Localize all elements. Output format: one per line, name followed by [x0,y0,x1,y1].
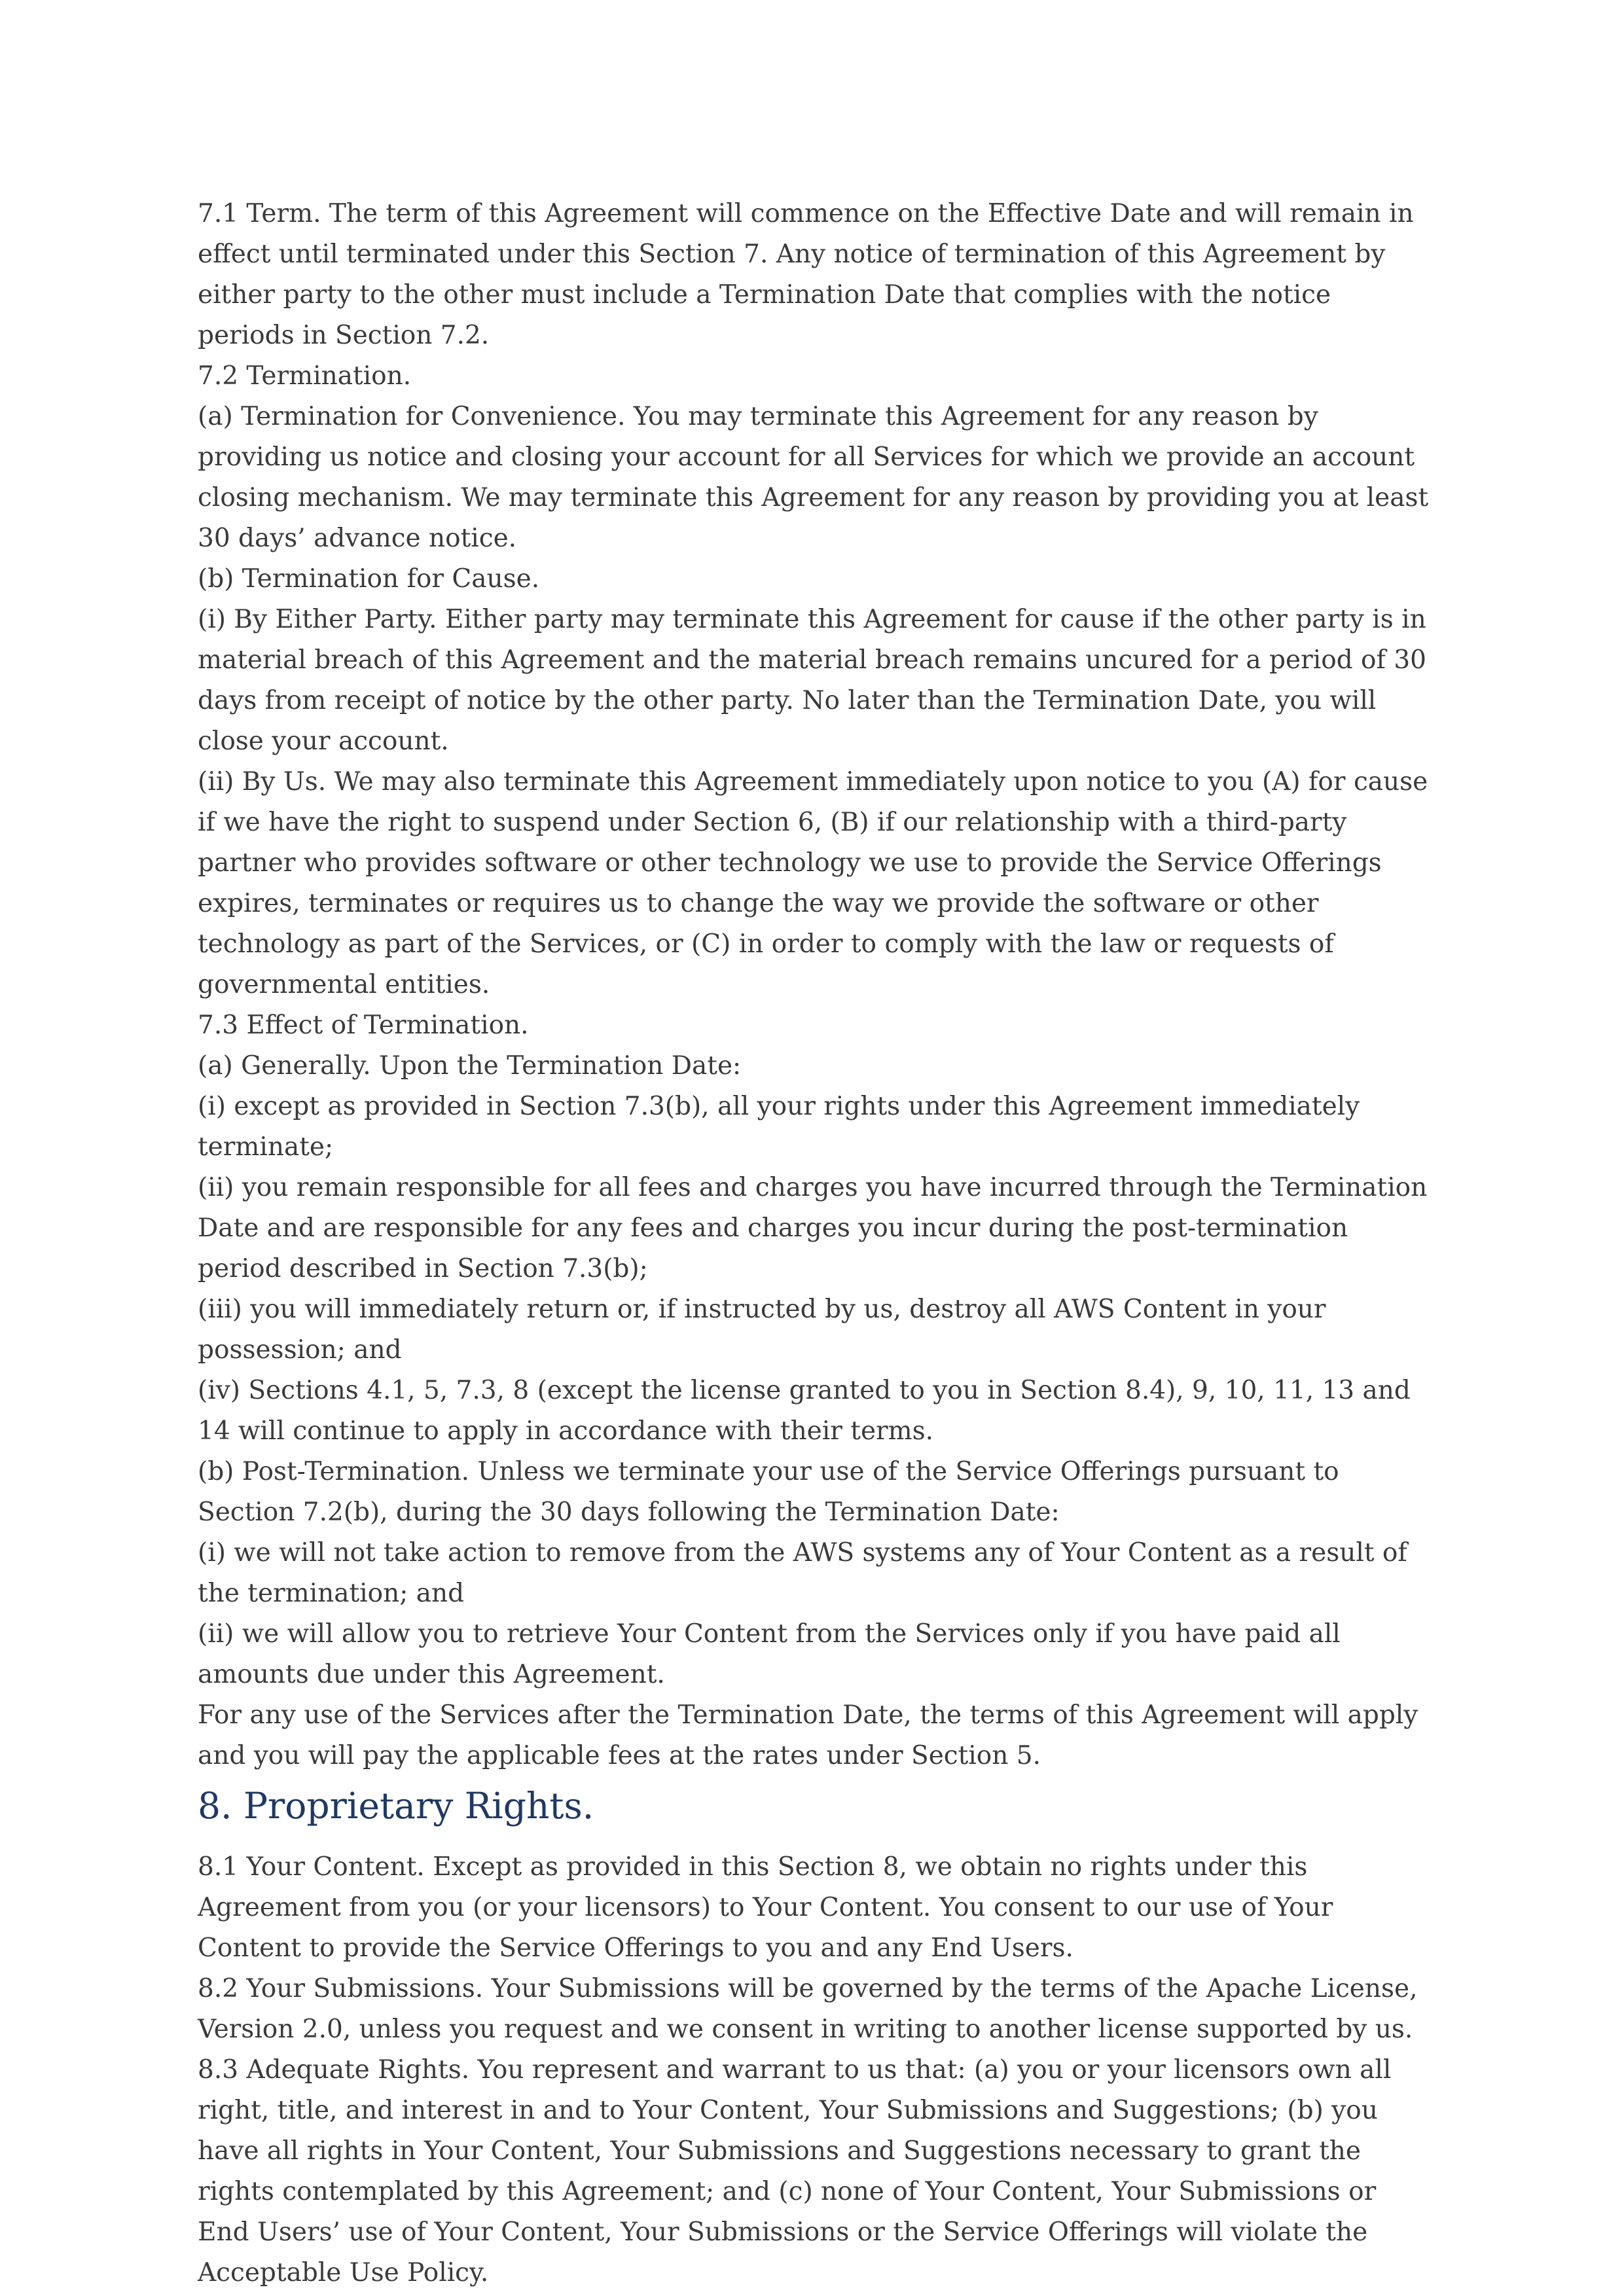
clause-7-2-termination-title: 7.2 Termination. [198,361,412,391]
clause-7-3-b-ii: (ii) we will allow you to retrieve Your Content from the Services only if you have paid all amounts due under this Agreement. [198,1619,1341,1689]
clause-7-1-term: 7.1 Term. The term of this Agreement will commence on the Effective Date and will remain in effect until terminated under this Section 7. Any notice of termination of this Agreement by either party to the other must include a Termination Date that complies with the notice periods in Section 7.2. [198,199,1414,350]
clause-8-1-your-content: 8.1 Your Content. Except as provided in this Section 8, we obtain no rights under this Agreement from you (or your licensors) to Your Content. You consent to our use of Your Content to provide the Service Offerings to you and any End Users. [198,1852,1333,1963]
clause-8-3-adequate-rights: 8.3 Adequate Rights. You represent and warrant to us that: (a) you or your licensors own all right, title, and interest in and to Your Content, Your Submissions and Suggestions; (b) you have all rights in Your Content, Your Submissions and Suggestions necessary to grant the rights contemplated by this Agreement; and (c) none of Your Content, Your Submissions or End Users’ use of Your Content, Your Submissions or the Service Offerings will violate the Acceptable Use Policy. [198,2055,1392,2287]
clause-7-2-b-ii-by-us: (ii) By Us. We may also terminate this Agreement immediately upon notice to you (A) for cause if we have the right to suspend under Section 6, (B) if our relationship with a third-party partner who provides software or other technology we use to provide the Service Offerings expires, terminates or requires us to change the way we provide the software or other technology as part of the Services, or (C) in order to comply with the law or requests of governmental entities. [198,767,1428,999]
section-8-heading: 8. Proprietary Rights. [198,1785,594,1827]
clause-7-2-b-cause-title: (b) Termination for Cause. [198,564,540,594]
clause-7-2-a-convenience: (a) Termination for Convenience. You may terminate this Agreement for any reason by providing us notice and closing your account for all Services for which we provide an account closing mechanism. We may terminate this Agreement for any reason by providing you at least 30 days’ advance notice. [198,402,1429,553]
clause-7-3-a-iv: (iv) Sections 4.1, 5, 7.3, 8 (except the license granted to you in Section 8.4), 9, 10, 11, 13 and 14 will continue to apply in accordance with their terms. [198,1376,1411,1446]
clause-7-3-a-i: (i) except as provided in Section 7.3(b), all your rights under this Agreement immediately terminate; [198,1092,1360,1162]
clause-8-2-your-submissions: 8.2 Your Submissions. Your Submissions will be governed by the terms of the Apache License, Version 2.0, unless you request and we consent in writing to another license supported by us. [198,1974,1418,2044]
clause-7-3-a-ii: (ii) you remain responsible for all fees and charges you have incurred through the Termination Date and are responsible for any fees and charges you incur during the post-termination period described in Section 7.3(b); [198,1173,1428,1283]
clause-7-3-b-i: (i) we will not take action to remove from the AWS systems any of Your Content as a result of the termination; and [198,1538,1407,1608]
clause-7-2-b-i-either-party: (i) By Either Party. Either party may terminate this Agreement for cause if the other party is in material breach of this Agreement and the material breach remains uncured for a period of 30 days from receipt of notice by the other party. No later than the Termination Date, you will close your account. [198,605,1426,756]
clause-7-3-closing: For any use of the Services after the Termination Date, the terms of this Agreement will apply and you will pay the applicable fees at the rates under Section 5. [198,1700,1418,1770]
clause-7-3-effect-title: 7.3 Effect of Termination. [198,1011,529,1040]
clause-7-3-a-generally: (a) Generally. Upon the Termination Date: [198,1051,742,1081]
document-page [198,194,1435,2293]
clause-7-3-b-post-termination: (b) Post-Termination. Unless we terminate your use of the Service Offerings pursuant to Section 7.2(b), during the 30 days following the Termination Date: [198,1457,1339,1527]
clause-7-3-a-iii: (iii) you will immediately return or, if instructed by us, destroy all AWS Content in your possession; and [198,1295,1326,1365]
section-8-body [198,1847,1435,2293]
section-7-body [198,194,1435,1776]
